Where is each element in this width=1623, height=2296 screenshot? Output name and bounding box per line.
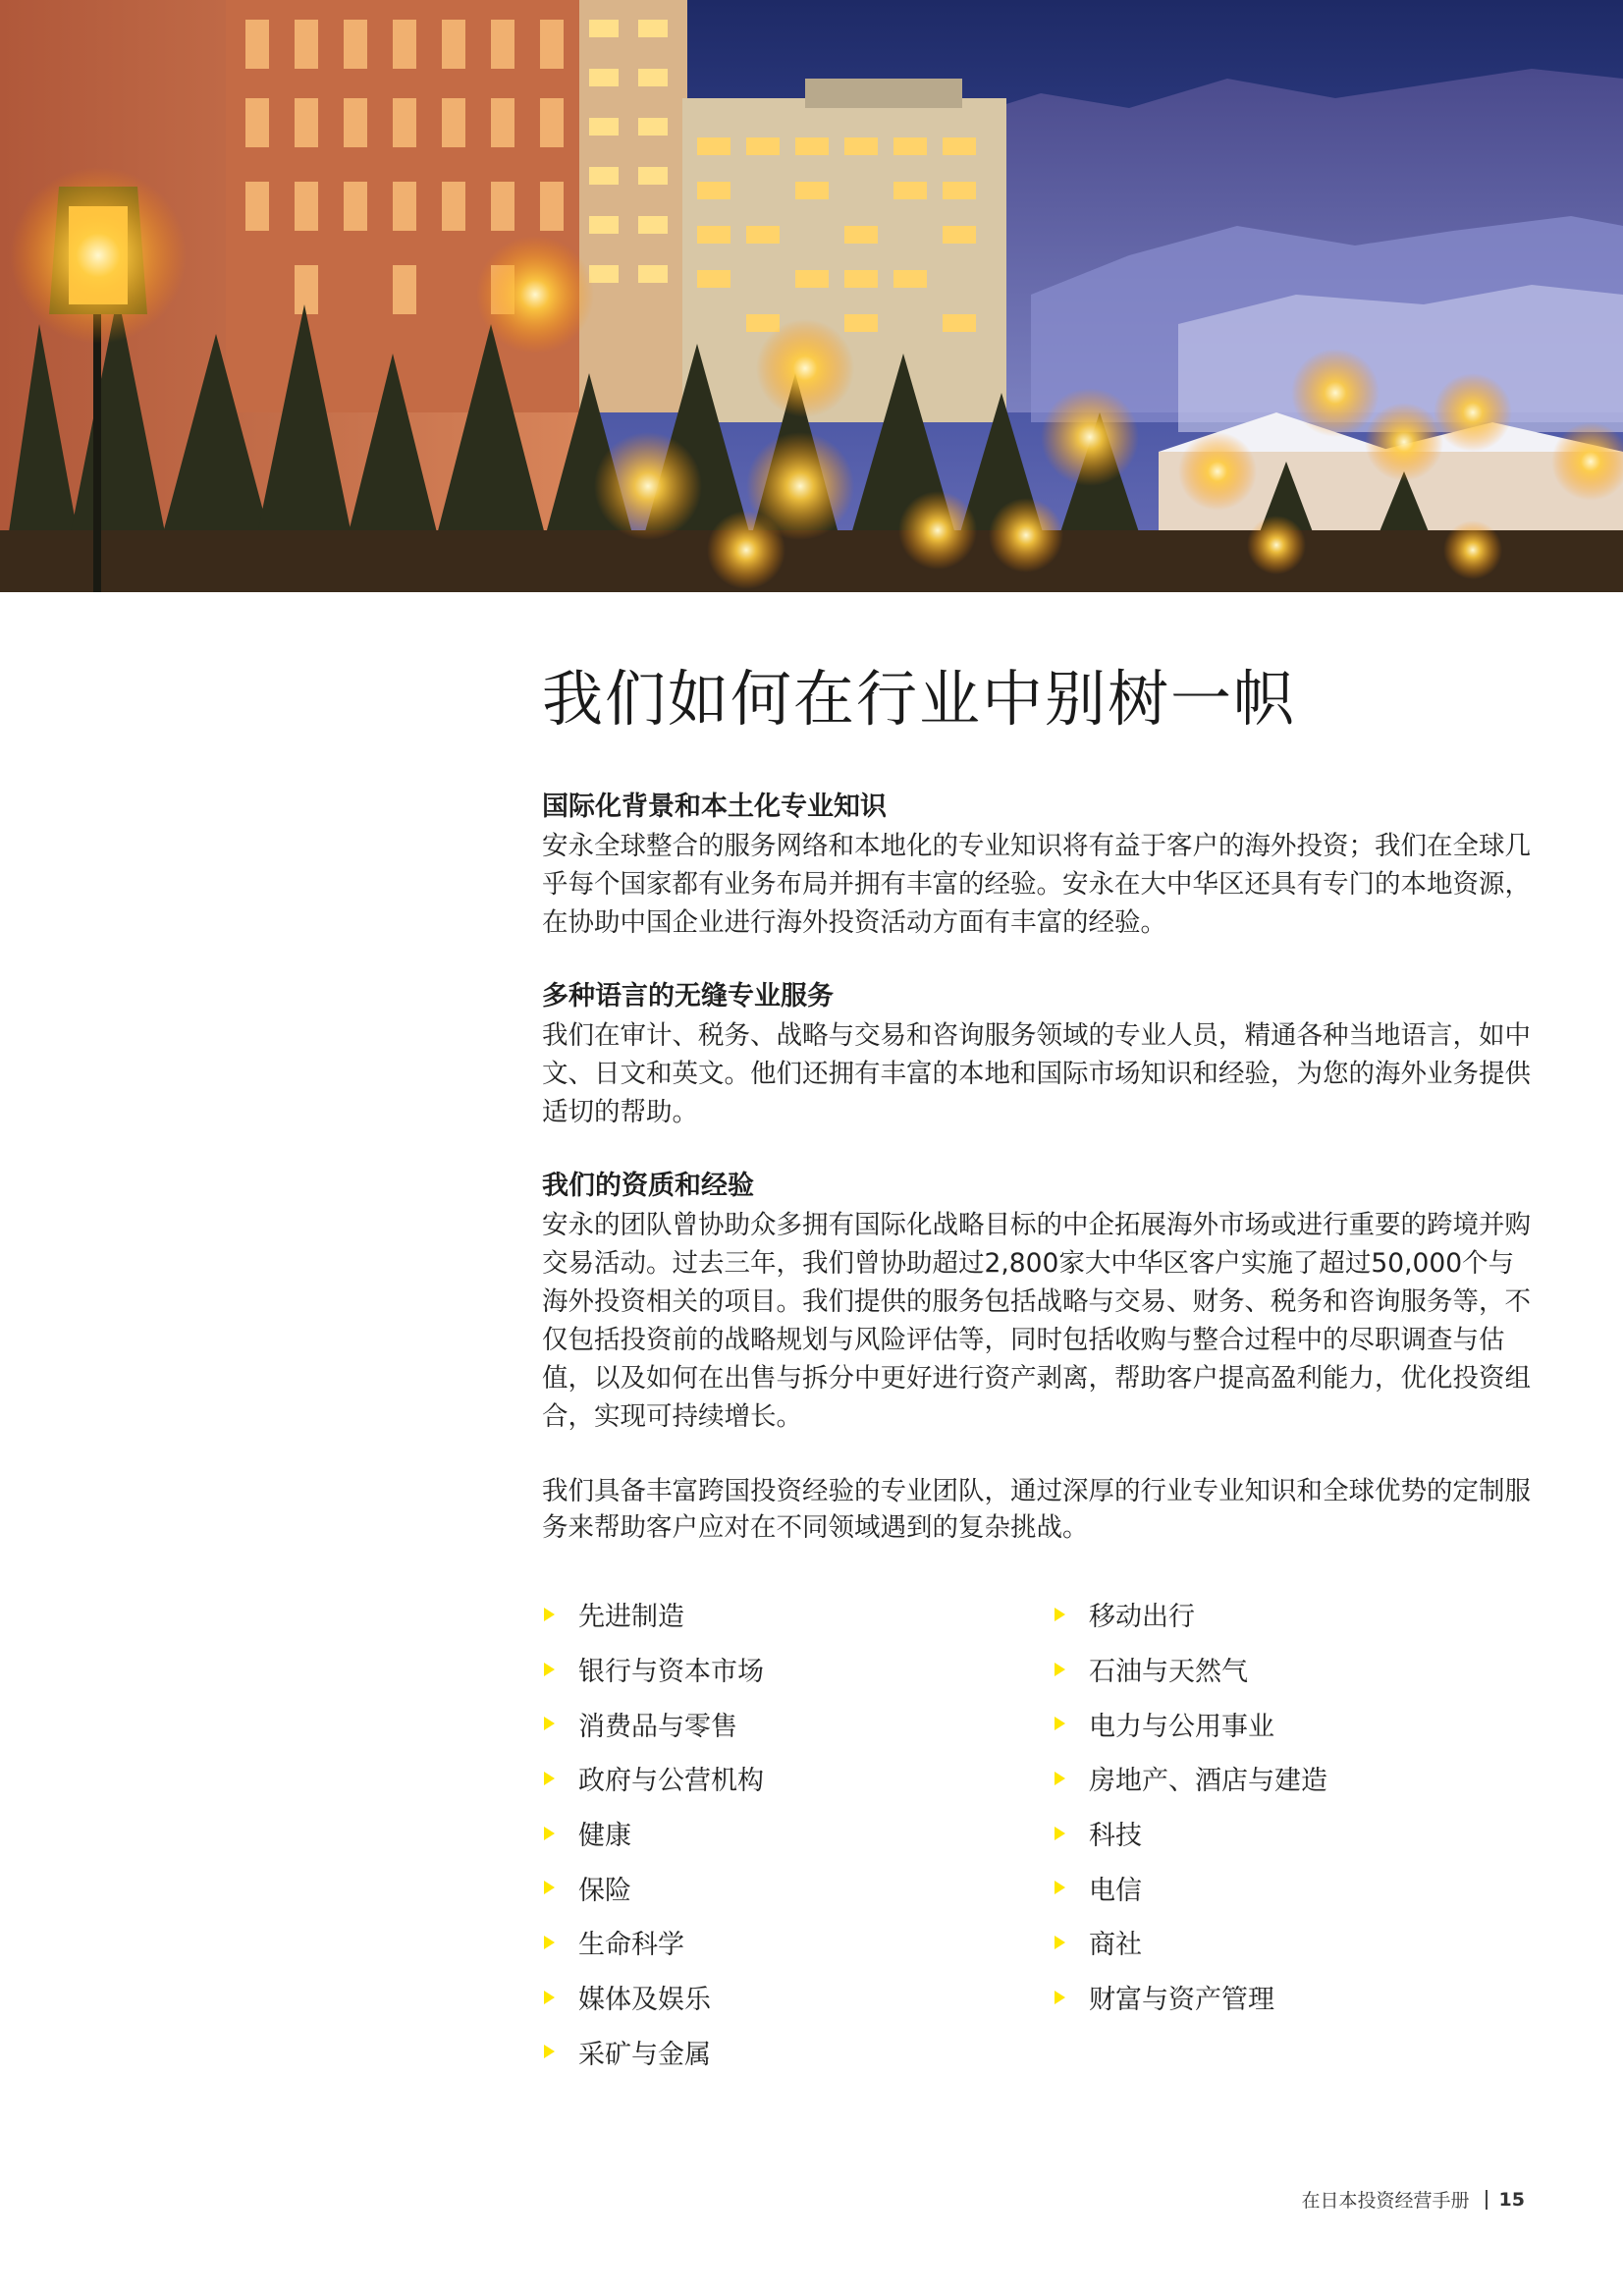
list-item — [542, 1642, 1053, 1697]
industries-intro: 我们具备丰富跨国投资经验的专业团队，通过深厚的行业专业知识和全球优势的定制服务来帮助客户应对在不同领域遇到的复杂挑战。 — [542, 1476, 1531, 1543]
industry-label: 商社 — [1089, 1930, 1142, 1961]
bullet-arrow-icon — [1055, 1717, 1065, 1730]
section-languages — [542, 979, 1534, 1131]
bullet-arrow-icon — [1055, 1881, 1065, 1894]
list-item — [542, 1696, 1053, 1751]
list-item — [542, 1751, 1053, 1806]
bullet-arrow-icon — [544, 1827, 555, 1840]
list-item — [1053, 1696, 1534, 1751]
industry-label: 政府与公营机构 — [578, 1766, 764, 1797]
industry-label: 消费品与零售 — [578, 1711, 737, 1742]
bullet-arrow-icon — [544, 2045, 555, 2058]
list-item — [1053, 1915, 1534, 1970]
industry-column-left — [542, 1587, 1053, 2079]
industry-label: 财富与资产管理 — [1089, 1985, 1274, 2016]
list-item — [1053, 1806, 1534, 1861]
main-content — [542, 660, 1534, 2079]
industry-label: 采矿与金属 — [578, 2039, 711, 2070]
industry-label: 保险 — [578, 1875, 631, 1906]
list-item — [542, 1970, 1053, 2025]
industry-label: 健康 — [578, 1821, 631, 1852]
bullet-arrow-icon — [1055, 1772, 1065, 1785]
footer-separator — [1486, 2190, 1488, 2210]
industry-label: 生命科学 — [578, 1930, 684, 1961]
hero-photo — [0, 0, 1623, 592]
industry-label: 电力与公用事业 — [1089, 1711, 1274, 1742]
list-item — [542, 2025, 1053, 2080]
bullet-arrow-icon — [1055, 1827, 1065, 1840]
industry-column-right — [1053, 1587, 1534, 2079]
section-body: 我们在审计、税务、战略与交易和咨询服务领域的专业人员，精通各种当地语言，如中文、日文和英文。他们还拥有丰富的本地和国际市场知识和经验，为您的海外业务提供适切的帮助。 — [542, 1020, 1531, 1127]
section-heading: 国际化背景和本土化专业知识 — [542, 792, 887, 822]
bullet-arrow-icon — [1055, 1608, 1065, 1621]
bullet-arrow-icon — [1055, 1991, 1065, 2004]
bullet-arrow-icon — [544, 1936, 555, 1949]
bullet-arrow-icon — [544, 1717, 555, 1730]
bullet-arrow-icon — [544, 1991, 555, 2004]
bullet-arrow-icon — [544, 1881, 555, 1894]
list-item — [542, 1806, 1053, 1861]
industry-label: 移动出行 — [1089, 1602, 1195, 1633]
industry-list — [542, 1587, 1534, 2079]
industry-label: 电信 — [1089, 1875, 1142, 1906]
industry-label: 石油与天然气 — [1089, 1657, 1248, 1688]
list-item — [542, 1915, 1053, 1970]
list-item — [1053, 1587, 1534, 1642]
page-footer — [1302, 2186, 1525, 2213]
section-heading: 我们的资质和经验 — [542, 1171, 754, 1201]
bullet-arrow-icon — [544, 1663, 555, 1676]
bullet-arrow-icon — [1055, 1663, 1065, 1676]
section-international — [542, 790, 1534, 942]
section-body: 安永全球整合的服务网络和本地化的专业知识将有益于客户的海外投资；我们在全球几乎每个国家都有业务布局并拥有丰富的经验。安永在大中华区还具有专门的本地资源，在协助中国企业进行海外投资活动方面有丰富的经验。 — [542, 831, 1531, 938]
page-number: 15 — [1498, 2188, 1525, 2211]
page-title: 我们如何在行业中别树一帜 — [542, 663, 1297, 735]
industry-label: 科技 — [1089, 1821, 1142, 1852]
list-item — [1053, 1970, 1534, 2025]
list-item — [1053, 1751, 1534, 1806]
section-experience — [542, 1169, 1534, 1436]
industry-label: 媒体及娱乐 — [578, 1985, 711, 2016]
bullet-arrow-icon — [544, 1772, 555, 1785]
bullet-arrow-icon — [1055, 1936, 1065, 1949]
footer-doc-title: 在日本投资经营手册 — [1301, 2190, 1470, 2212]
section-body: 安永的团队曾协助众多拥有国际化战略目标的中企拓展海外市场或进行重要的跨境并购交易活动。过去三年，我们曾协助超过2,800家大中华区客户实施了超过50,000个与海外投资相关的项目。我们提供的服务包括战略与交易、财务、税务和咨询服务等，不仅包括投资前的战略规划与风险评估等，同时包括收购与整合过程中的尽职调查与估值，以及如何在出售与拆分中更好进行资产剥离，帮助客户提高盈利能力，优化投资组合，实现可持续增长。 — [542, 1210, 1531, 1432]
list-item — [542, 1860, 1053, 1915]
list-item — [1053, 1860, 1534, 1915]
industry-label: 先进制造 — [578, 1602, 684, 1633]
section-heading: 多种语言的无缝专业服务 — [542, 981, 834, 1011]
list-item — [542, 1587, 1053, 1642]
bullet-arrow-icon — [544, 1608, 555, 1621]
industry-label: 房地产、酒店与建造 — [1089, 1766, 1327, 1797]
industry-label: 银行与资本市场 — [578, 1657, 764, 1688]
list-item — [1053, 1642, 1534, 1697]
